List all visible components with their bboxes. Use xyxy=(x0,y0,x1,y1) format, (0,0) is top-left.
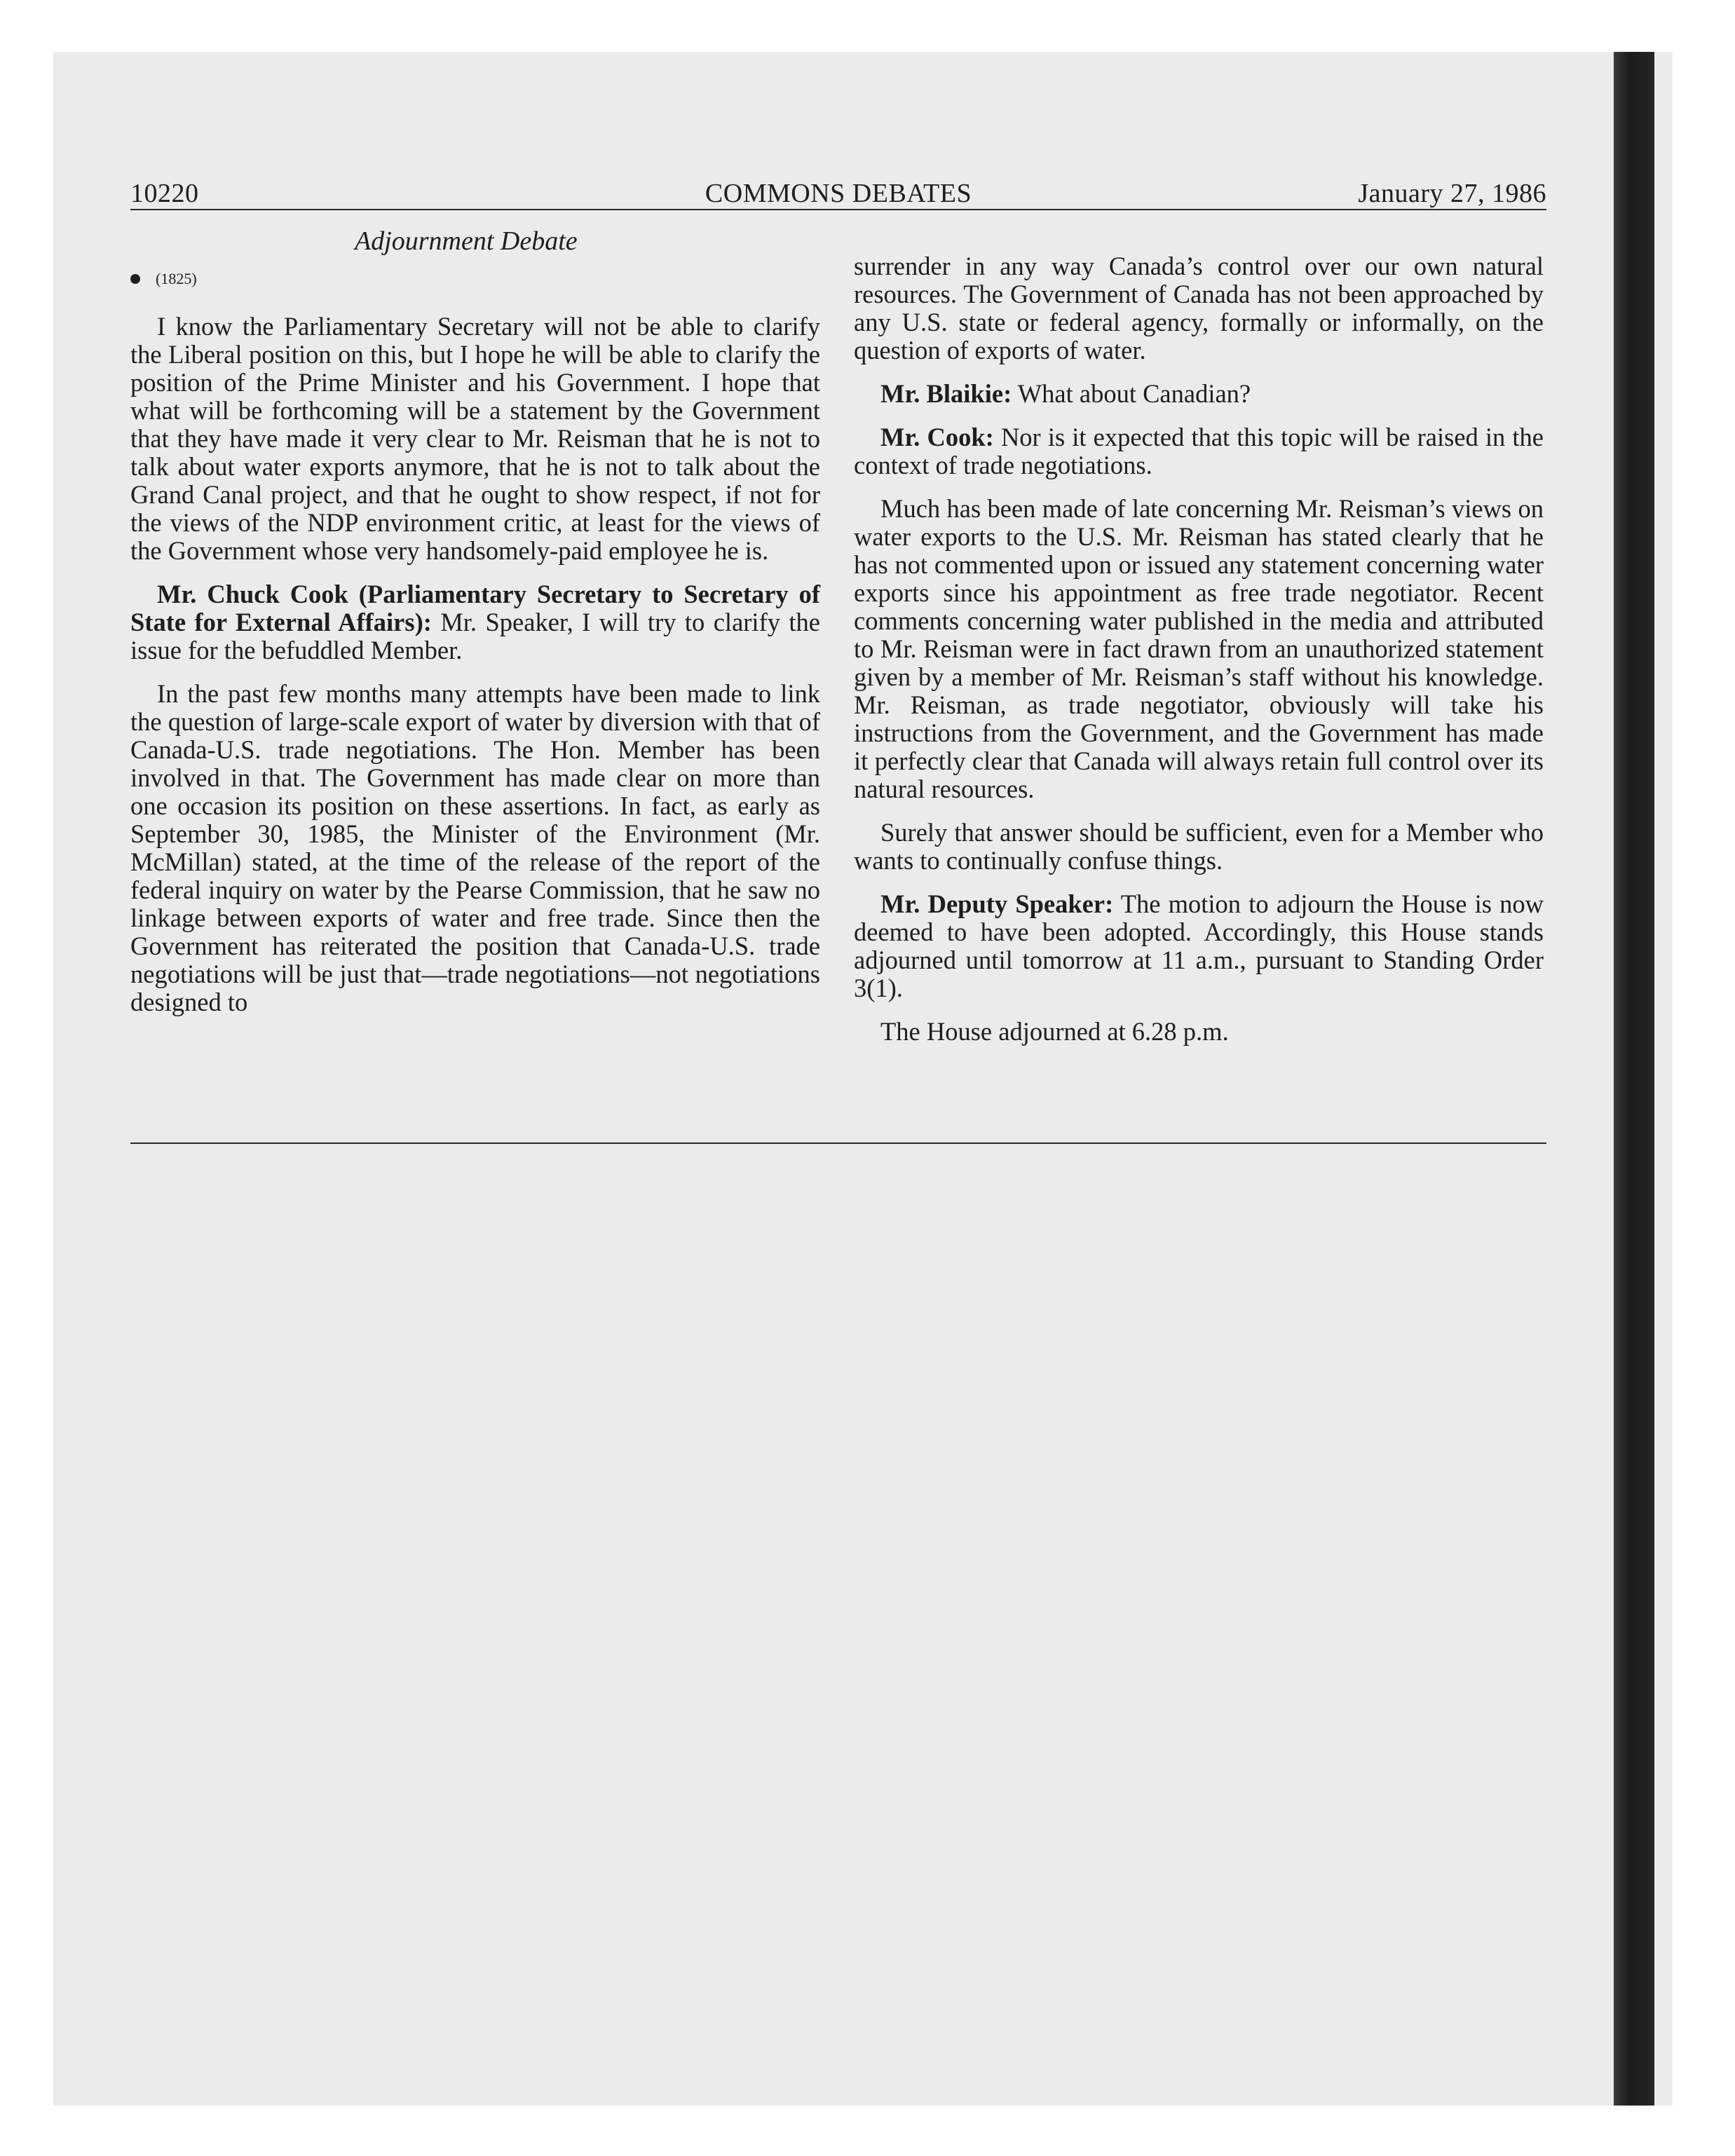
speaker-name: Mr. Chuck Cook (Parliamentary Secretary to Secretary of State for External Affairs): xyxy=(130,580,820,636)
speaker-name: Mr. Deputy Speaker: xyxy=(880,889,1114,918)
speaker-name: Mr. Blaikie: xyxy=(880,379,1012,408)
issue-date: January 27, 1986 xyxy=(1358,179,1546,208)
speech-text: The motion to adjourn the House is now deemed to have been adopted. Accordingly, this House stands adjourned until tomorrow at 11 a.m., pursuant to Standing Order 3(1). xyxy=(854,889,1544,1002)
speech-text: Nor is it expected that this topic will be raised in the context of trade negotiations. xyxy=(854,423,1544,479)
paragraph: Surely that answer should be sufficient, even for a Member who wants to continually confuse things. xyxy=(854,818,1544,875)
paragraph: surrender in any way Canada’s control over our own natural resources. The Government of Canada has not been approached by any U.S. state or federal agency, formally or informally, on the question of exports of water. xyxy=(854,252,1544,364)
left-column xyxy=(130,223,820,1032)
paragraph xyxy=(130,580,820,664)
text-columns xyxy=(130,223,1546,1148)
paragraph: Much has been made of late concerning Mr. Reisman’s views on water exports to the U.S. Mr. Reisman has stated clearly that he has not commented upon or issued any statement concerning water exports since his appointment as free trade negotiator. Recent comments concerning water published in the media and attributed to Mr. Reisman were in fact drawn from an unauthorized statement given by a member of Mr. Reisman’s staff without his knowledge. Mr. Reisman, as trade negotiator, obviously will take his instructions from the Government, and the Government has made it perfectly clear that Canada will always retain full control over its natural resources. xyxy=(854,494,1544,803)
right-column xyxy=(854,252,1544,1061)
speaker-name: Mr. Cook: xyxy=(880,423,994,451)
timestamp-text: (1825) xyxy=(156,270,197,287)
scan-binding-edge xyxy=(1614,52,1654,2106)
speech-text: What about Canadian? xyxy=(1012,379,1251,408)
paragraph xyxy=(854,380,1544,408)
running-header xyxy=(130,174,1546,210)
paragraph: The House adjourned at 6.28 p.m. xyxy=(880,1017,1229,1046)
section-title: Adjournment Debate xyxy=(355,226,578,256)
paragraph: In the past few months many attempts have been made to link the question of large-scale export of water by diversion with that of Canada-U.S. trade negotiations. The Hon. Member has been involved in that. The Government has made clear on more than one occasion its position on these assertions. In fact, as early as September 30, 1985, the Minister of the Environment (Mr. McMillan) stated, at the time of the release of the report of the federal inquiry on water by the Pearse Commission, that he saw no linkage between exports of water and free trade. Since then the Government has reiterated the position that Canada-U.S. trade negotiations will be just that—trade negotiations—not negotiations designed to xyxy=(130,679,820,1016)
paragraph: I know the Parliamentary Secretary will not be able to clarify the Liberal position on this, but I hope he will be able to clarify the position of the Prime Minister and his Government. I hope that what will be forthcoming will be a statement by the Government that they have made it very clear to Mr. Reisman that he is not to talk about water exports anymore, that he is not to talk about the Grand Canal project, and that he ought to show respect, if not for the views of the NDP environment critic, at least for the views of the Government whose very handsomely-paid employee he is. xyxy=(130,312,820,565)
paragraph xyxy=(854,423,1544,479)
paragraph xyxy=(854,890,1544,1002)
time-marker xyxy=(130,265,820,293)
page-number: 10220 xyxy=(130,179,199,208)
bullet-icon xyxy=(130,274,140,284)
publication-title: COMMONS DEBATES xyxy=(705,179,972,208)
speech-text: Mr. Speaker, I will try to clarify the issue for the befuddled Member. xyxy=(130,608,820,664)
document-page xyxy=(130,174,1546,1148)
bottom-divider xyxy=(130,1142,1546,1144)
